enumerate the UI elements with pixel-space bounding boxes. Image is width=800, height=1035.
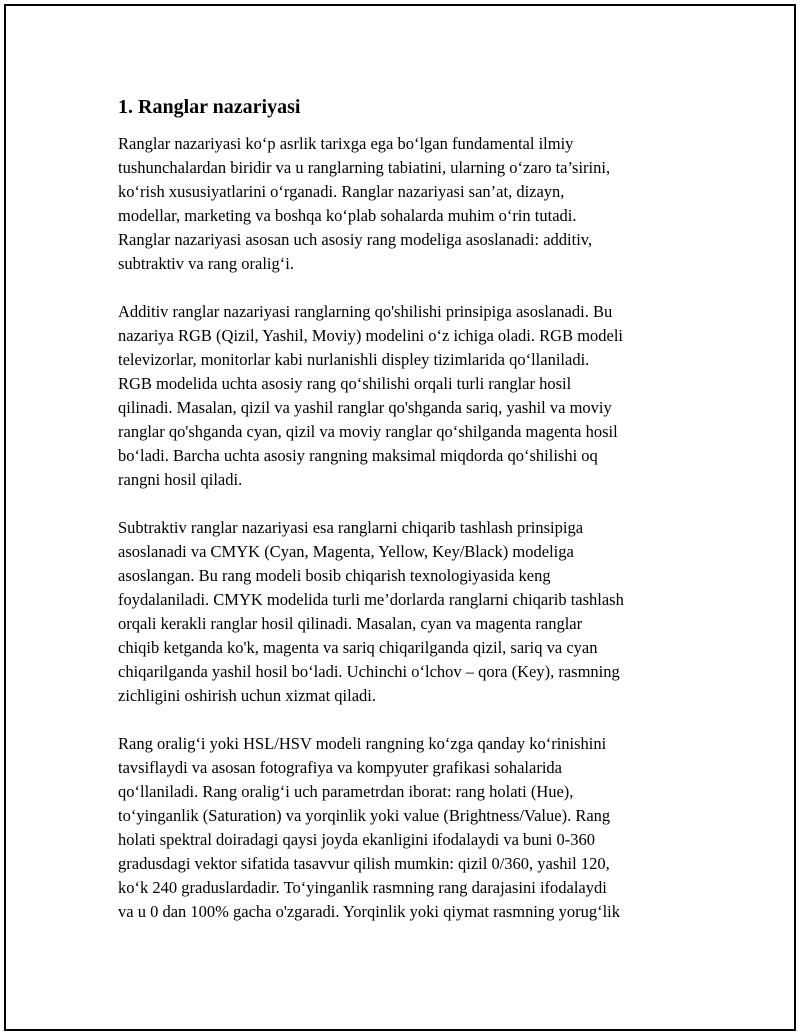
paragraph-intro: [118, 132, 684, 276]
text-line: Rang oralig‘i yoki HSL/HSV modeli rangning ko‘zga qanday ko‘rinishini: [118, 734, 607, 753]
paragraph-subtractive: [118, 516, 684, 708]
text-line: rangni hosil qiladi.: [118, 470, 243, 489]
paragraph-additive: [118, 300, 684, 492]
text-line: chiqarilganda yashil hosil bo‘ladi. Uchinchi o‘lchov – qora (Key), rasmning: [118, 662, 620, 681]
text-line: asoslanadi va CMYK (Cyan, Magenta, Yellow, Key/Black) modeliga: [118, 542, 574, 561]
text-line: asoslangan. Bu rang modeli bosib chiqarish texnologiyasida keng: [118, 566, 551, 585]
text-line: orqali kerakli ranglar hosil qilinadi. Masalan, cyan va magenta ranglar: [118, 614, 583, 633]
text-line: ko‘k 240 graduslardadir. To‘yinganlik rasmning rang darajasini ifodalaydi: [118, 878, 607, 897]
text-line: Subtraktiv ranglar nazariyasi esa ranglarni chiqarib tashlash prinsipiga: [118, 518, 584, 537]
text-line: qilinadi. Masalan, qizil va yashil ranglar qo'shganda sariq, yashil va moviy: [118, 398, 612, 417]
text-line: foydalaniladi. CMYK modelida turli me’dorlarda ranglarni chiqarib tashlash: [118, 590, 624, 609]
section-heading: 1. Ranglar nazariyasi: [118, 96, 301, 118]
paragraph-color-space: [118, 732, 684, 924]
text-line: to‘yinganlik (Saturation) va yorqinlik yoki value (Brightness/Value). Rang: [118, 806, 611, 825]
text-line: tushunchalardan biridir va u ranglarning tabiatini, ularning o‘zaro ta’sirini,: [118, 158, 611, 177]
text-line: Additiv ranglar nazariyasi ranglarning qo'shilishi prinsipiga asoslanadi. Bu: [118, 302, 613, 321]
text-line: zichligini oshirish uchun xizmat qiladi.: [118, 686, 376, 705]
text-line: gradusdagi vektor sifatida tasavvur qilish mumkin: qizil 0/360, yashil 120,: [118, 854, 610, 873]
text-line: modellar, marketing va boshqa ko‘plab sohalarda muhim o‘rin tutadi.: [118, 206, 577, 225]
document-body: [118, 94, 684, 924]
text-line: va u 0 dan 100% gacha o'zgaradi. Yorqinlik yoki qiymat rasmning yorug‘lik: [118, 902, 621, 921]
text-line: bo‘ladi. Barcha uchta asosiy rangning maksimal miqdorda qo‘shilishi oq: [118, 446, 598, 465]
text-line: tavsiflaydi va asosan fotografiya va kompyuter grafikasi sohalarida: [118, 758, 562, 777]
text-line: nazariya RGB (Qizil, Yashil, Moviy) modelini o‘z ichiga oladi. RGB modeli: [118, 326, 624, 345]
text-line: subtraktiv va rang oralig‘i.: [118, 254, 294, 273]
text-line: RGB modelida uchta asosiy rang qo‘shilishi orqali turli ranglar hosil: [118, 374, 572, 393]
text-line: televizorlar, monitorlar kabi nurlanishli displey tizimlarida qo‘llaniladi.: [118, 350, 590, 369]
text-line: chiqib ketganda ko'k, magenta va sariq chiqarilganda qizil, sariq va cyan: [118, 638, 598, 657]
text-line: ko‘rish xususiyatlarini o‘rganadi. Ranglar nazariyasi san’at, dizayn,: [118, 182, 565, 201]
text-line: holati spektral doiradagi qaysi joyda ekanligini ifodalaydi va buni 0-360: [118, 830, 596, 849]
text-line: Ranglar nazariyasi asosan uch asosiy rang modeliga asoslanadi: additiv,: [118, 230, 593, 249]
text-line: ranglar qo'shganda cyan, qizil va moviy ranglar qo‘shilganda magenta hosil: [118, 422, 618, 441]
text-line: Ranglar nazariyasi ko‘p asrlik tarixga ega bo‘lgan fundamental ilmiy: [118, 134, 574, 153]
text-line: qo‘llaniladi. Rang oralig‘i uch parametrdan iborat: rang holati (Hue),: [118, 782, 574, 801]
